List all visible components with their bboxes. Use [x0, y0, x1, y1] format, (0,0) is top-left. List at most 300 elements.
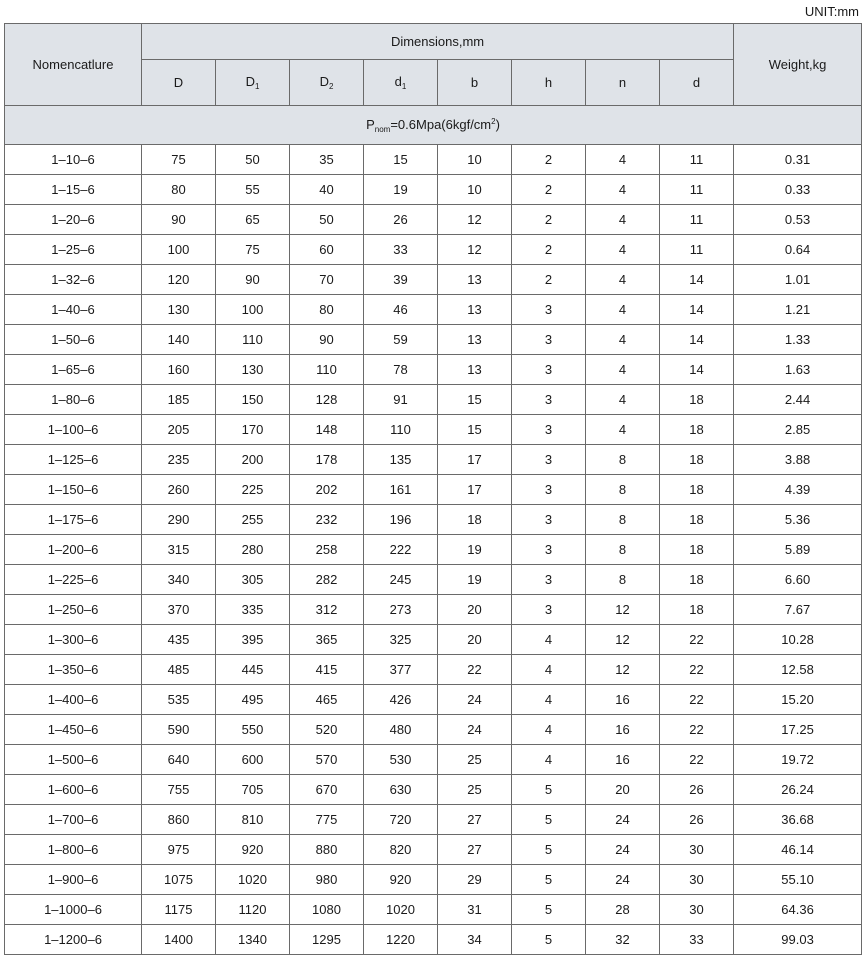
dimension-cell: 14 [660, 355, 734, 385]
weight-cell: 3.88 [734, 445, 862, 475]
weight-cell: 2.85 [734, 415, 862, 445]
dimension-cell: 12 [586, 655, 660, 685]
dimension-cell: 11 [660, 235, 734, 265]
weight-cell: 0.53 [734, 205, 862, 235]
dimension-cell: 150 [216, 385, 290, 415]
weight-cell: 55.10 [734, 865, 862, 895]
dimension-cell: 1020 [364, 895, 438, 925]
dimension-cell: 570 [290, 745, 364, 775]
dimension-cell: 90 [290, 325, 364, 355]
column-header [364, 60, 438, 106]
weight-cell: 64.36 [734, 895, 862, 925]
dimension-cell: 24 [438, 715, 512, 745]
dimension-cell: 16 [586, 685, 660, 715]
dimension-cell: 14 [660, 295, 734, 325]
dimension-cell: 100 [216, 295, 290, 325]
dimension-cell: 18 [438, 505, 512, 535]
dimension-cell: 178 [290, 445, 364, 475]
dimension-cell: 30 [660, 835, 734, 865]
dimension-cell: 255 [216, 505, 290, 535]
dimension-cell: 3 [512, 295, 586, 325]
table-row [5, 625, 862, 655]
dimension-cell: 12 [586, 625, 660, 655]
dimension-cell: 1075 [142, 865, 216, 895]
dimension-cell: 340 [142, 565, 216, 595]
table-row [5, 205, 862, 235]
dimension-cell: 110 [364, 415, 438, 445]
dimension-cell: 258 [290, 535, 364, 565]
table-row [5, 355, 862, 385]
dimension-cell: 90 [142, 205, 216, 235]
column-header-symbol: D [245, 74, 255, 89]
nomenclature-cell: 1–900–6 [5, 865, 142, 895]
column-header [586, 60, 660, 106]
dimension-cell: 485 [142, 655, 216, 685]
dimension-cell: 110 [216, 325, 290, 355]
table-row [5, 445, 862, 475]
dimension-cell: 315 [142, 535, 216, 565]
dimension-cell: 18 [660, 535, 734, 565]
dimension-cell: 630 [364, 775, 438, 805]
dimension-cell: 4 [512, 715, 586, 745]
dimension-cell: 1020 [216, 865, 290, 895]
table-row [5, 865, 862, 895]
dimension-cell: 1340 [216, 925, 290, 955]
table-row [5, 655, 862, 685]
dimension-cell: 222 [364, 535, 438, 565]
dimension-cell: 8 [586, 475, 660, 505]
dimension-cell: 33 [364, 235, 438, 265]
weight-cell: 6.60 [734, 565, 862, 595]
table-row [5, 505, 862, 535]
nomenclature-cell: 1–250–6 [5, 595, 142, 625]
nomenclature-cell: 1–65–6 [5, 355, 142, 385]
pressure-subscript: nom [374, 124, 391, 134]
table-row [5, 805, 862, 835]
table-row [5, 895, 862, 925]
dimension-cell: 1175 [142, 895, 216, 925]
table-row [5, 835, 862, 865]
table-row [5, 535, 862, 565]
dimension-cell: 1295 [290, 925, 364, 955]
table-row [5, 685, 862, 715]
dimension-cell: 8 [586, 445, 660, 475]
dimension-cell: 2 [512, 145, 586, 175]
dimension-cell: 22 [660, 715, 734, 745]
dimension-cell: 2 [512, 175, 586, 205]
nomenclature-cell: 1–50–6 [5, 325, 142, 355]
dimension-cell: 24 [586, 835, 660, 865]
dimension-cell: 19 [438, 565, 512, 595]
pressure-close: ) [495, 116, 500, 132]
dimension-cell: 70 [290, 265, 364, 295]
dimension-cell: 170 [216, 415, 290, 445]
table-row [5, 235, 862, 265]
dimensions-header: Dimensions,mm [142, 24, 734, 60]
dimension-cell: 25 [438, 775, 512, 805]
dimension-cell: 755 [142, 775, 216, 805]
nomenclature-header: Nomencatlure [5, 24, 142, 106]
dimension-cell: 3 [512, 475, 586, 505]
dimension-cell: 110 [290, 355, 364, 385]
weight-cell: 1.63 [734, 355, 862, 385]
column-header [216, 60, 290, 106]
dimension-cell: 75 [142, 145, 216, 175]
pressure-superscript: 2 [491, 116, 496, 126]
dimension-cell: 4 [586, 175, 660, 205]
dimension-cell: 860 [142, 805, 216, 835]
nomenclature-cell: 1–20–6 [5, 205, 142, 235]
pressure-cell [5, 106, 862, 145]
dimension-cell: 4 [586, 355, 660, 385]
column-header-symbol: D [319, 74, 329, 89]
weight-cell: 1.21 [734, 295, 862, 325]
dimension-cell: 5 [512, 865, 586, 895]
dimension-cell: 415 [290, 655, 364, 685]
column-header [660, 60, 734, 106]
dimension-cell: 202 [290, 475, 364, 505]
table-row [5, 565, 862, 595]
nomenclature-cell: 1–350–6 [5, 655, 142, 685]
dimension-cell: 20 [438, 595, 512, 625]
dimension-cell: 325 [364, 625, 438, 655]
dimension-cell: 370 [142, 595, 216, 625]
dimension-cell: 24 [586, 805, 660, 835]
dimension-cell: 19 [438, 535, 512, 565]
weight-cell: 26.24 [734, 775, 862, 805]
weight-cell: 2.44 [734, 385, 862, 415]
dimension-cell: 4 [586, 145, 660, 175]
nomenclature-cell: 1–450–6 [5, 715, 142, 745]
dimension-cell: 282 [290, 565, 364, 595]
dimension-cell: 30 [660, 895, 734, 925]
nomenclature-cell: 1–300–6 [5, 625, 142, 655]
table-row [5, 295, 862, 325]
dimension-cell: 4 [586, 325, 660, 355]
dimension-cell: 15 [438, 385, 512, 415]
dimension-cell: 22 [660, 625, 734, 655]
dimension-cell: 11 [660, 175, 734, 205]
dimension-cell: 28 [586, 895, 660, 925]
dimension-cell: 3 [512, 325, 586, 355]
dimension-cell: 305 [216, 565, 290, 595]
dimension-cell: 59 [364, 325, 438, 355]
dimension-cell: 32 [586, 925, 660, 955]
column-header [290, 60, 364, 106]
weight-header: Weight,kg [734, 24, 862, 106]
dimension-cell: 80 [142, 175, 216, 205]
weight-cell: 0.31 [734, 145, 862, 175]
nomenclature-cell: 1–200–6 [5, 535, 142, 565]
dimension-cell: 1220 [364, 925, 438, 955]
pressure-value: =0.6Mpa(6kgf/cm [390, 116, 492, 132]
dimension-cell: 705 [216, 775, 290, 805]
column-header-symbol: b [470, 75, 479, 90]
dimension-cell: 3 [512, 595, 586, 625]
dimension-cell: 5 [512, 925, 586, 955]
dimension-cell: 18 [660, 475, 734, 505]
dimension-cell: 39 [364, 265, 438, 295]
dimension-cell: 365 [290, 625, 364, 655]
dimension-cell: 4 [586, 415, 660, 445]
dimension-cell: 12 [586, 595, 660, 625]
dimension-cell: 12 [438, 205, 512, 235]
nomenclature-cell: 1–32–6 [5, 265, 142, 295]
dimension-cell: 140 [142, 325, 216, 355]
dimension-cell: 5 [512, 775, 586, 805]
dimension-cell: 90 [216, 265, 290, 295]
dimension-cell: 530 [364, 745, 438, 775]
dimension-cell: 22 [438, 655, 512, 685]
table-row [5, 175, 862, 205]
nomenclature-cell: 1–150–6 [5, 475, 142, 505]
dimension-cell: 120 [142, 265, 216, 295]
dimension-cell: 80 [290, 295, 364, 325]
dimension-cell: 975 [142, 835, 216, 865]
weight-cell: 0.64 [734, 235, 862, 265]
dimension-cell: 880 [290, 835, 364, 865]
dimension-cell: 8 [586, 535, 660, 565]
nomenclature-cell: 1–800–6 [5, 835, 142, 865]
dimension-cell: 16 [586, 715, 660, 745]
dimension-cell: 980 [290, 865, 364, 895]
dimension-cell: 18 [660, 385, 734, 415]
dimension-cell: 22 [660, 655, 734, 685]
nomenclature-cell: 1–40–6 [5, 295, 142, 325]
dimension-cell: 25 [438, 745, 512, 775]
dimension-cell: 18 [660, 595, 734, 625]
dimension-cell: 495 [216, 685, 290, 715]
nomenclature-cell: 1–125–6 [5, 445, 142, 475]
dimension-cell: 4 [586, 295, 660, 325]
dimension-cell: 3 [512, 385, 586, 415]
dimension-cell: 29 [438, 865, 512, 895]
column-header-symbol: d [692, 75, 701, 90]
dimension-cell: 20 [586, 775, 660, 805]
dimension-cell: 30 [660, 865, 734, 895]
dimension-cell: 2 [512, 265, 586, 295]
weight-cell: 1.01 [734, 265, 862, 295]
nomenclature-cell: 1–700–6 [5, 805, 142, 835]
dimension-cell: 55 [216, 175, 290, 205]
weight-cell: 19.72 [734, 745, 862, 775]
dimension-cell: 35 [290, 145, 364, 175]
dimension-cell: 4 [586, 265, 660, 295]
dimension-cell: 205 [142, 415, 216, 445]
dimension-cell: 810 [216, 805, 290, 835]
dimension-cell: 50 [290, 205, 364, 235]
dimension-cell: 31 [438, 895, 512, 925]
dimension-cell: 148 [290, 415, 364, 445]
pressure-row [5, 106, 862, 145]
column-header-subscript: 2 [328, 82, 334, 91]
dimension-cell: 4 [512, 625, 586, 655]
dimension-cell: 14 [660, 325, 734, 355]
dimension-cell: 15 [438, 415, 512, 445]
dimension-cell: 445 [216, 655, 290, 685]
dimension-cell: 40 [290, 175, 364, 205]
dimension-cell: 13 [438, 265, 512, 295]
dimension-cell: 91 [364, 385, 438, 415]
nomenclature-cell: 1–10–6 [5, 145, 142, 175]
nomenclature-cell: 1–25–6 [5, 235, 142, 265]
dimension-cell: 235 [142, 445, 216, 475]
dimension-cell: 280 [216, 535, 290, 565]
dimension-cell: 3 [512, 355, 586, 385]
dimension-cell: 775 [290, 805, 364, 835]
dimension-cell: 225 [216, 475, 290, 505]
dimension-cell: 3 [512, 415, 586, 445]
weight-cell: 15.20 [734, 685, 862, 715]
dimension-cell: 26 [364, 205, 438, 235]
nomenclature-cell: 1–225–6 [5, 565, 142, 595]
table-row [5, 925, 862, 955]
dimension-cell: 22 [660, 685, 734, 715]
dimension-cell: 550 [216, 715, 290, 745]
column-header-subscript: 1 [401, 82, 407, 91]
weight-cell: 46.14 [734, 835, 862, 865]
dimension-cell: 5 [512, 895, 586, 925]
table-row [5, 145, 862, 175]
dimension-cell: 10 [438, 145, 512, 175]
dimension-cell: 3 [512, 535, 586, 565]
dimension-cell: 17 [438, 475, 512, 505]
dimension-cell: 590 [142, 715, 216, 745]
weight-cell: 17.25 [734, 715, 862, 745]
dimension-cell: 130 [142, 295, 216, 325]
dimension-cell: 670 [290, 775, 364, 805]
dimension-cell: 335 [216, 595, 290, 625]
dimension-cell: 78 [364, 355, 438, 385]
dimension-cell: 18 [660, 445, 734, 475]
weight-cell: 1.33 [734, 325, 862, 355]
nomenclature-cell: 1–100–6 [5, 415, 142, 445]
dimension-cell: 19 [364, 175, 438, 205]
dimension-cell: 3 [512, 445, 586, 475]
dimension-cell: 312 [290, 595, 364, 625]
weight-cell: 7.67 [734, 595, 862, 625]
dimension-cell: 65 [216, 205, 290, 235]
dimension-cell: 920 [216, 835, 290, 865]
table-row [5, 415, 862, 445]
dimension-cell: 273 [364, 595, 438, 625]
dimension-cell: 600 [216, 745, 290, 775]
column-header-symbol: n [618, 75, 627, 90]
dimension-cell: 11 [660, 145, 734, 175]
dimension-cell: 161 [364, 475, 438, 505]
dimension-cell: 920 [364, 865, 438, 895]
dimension-cell: 4 [512, 655, 586, 685]
dimension-cell: 128 [290, 385, 364, 415]
dimension-cell: 480 [364, 715, 438, 745]
column-header-symbol: h [544, 75, 553, 90]
table-row [5, 775, 862, 805]
dimension-cell: 100 [142, 235, 216, 265]
nomenclature-cell: 1–600–6 [5, 775, 142, 805]
dimension-cell: 18 [660, 505, 734, 535]
dimension-cell: 16 [586, 745, 660, 775]
dimension-cell: 5 [512, 805, 586, 835]
dimension-cell: 260 [142, 475, 216, 505]
dimension-cell: 26 [660, 805, 734, 835]
dimension-cell: 8 [586, 505, 660, 535]
dimension-cell: 4 [512, 745, 586, 775]
dimension-cell: 196 [364, 505, 438, 535]
dimension-cell: 160 [142, 355, 216, 385]
dimension-cell: 520 [290, 715, 364, 745]
dimension-cell: 27 [438, 805, 512, 835]
dimension-cell: 60 [290, 235, 364, 265]
unit-label: UNIT:mm [804, 4, 859, 19]
dimension-cell: 10 [438, 175, 512, 205]
dimension-cell: 4 [586, 385, 660, 415]
nomenclature-cell: 1–1000–6 [5, 895, 142, 925]
dimension-cell: 33 [660, 925, 734, 955]
dimension-cell: 185 [142, 385, 216, 415]
column-header [512, 60, 586, 106]
dimension-cell: 535 [142, 685, 216, 715]
weight-cell: 12.58 [734, 655, 862, 685]
dimension-cell: 4 [586, 235, 660, 265]
weight-cell: 5.36 [734, 505, 862, 535]
dimension-cell: 18 [660, 565, 734, 595]
column-header-subscript: 1 [254, 82, 260, 91]
dimension-cell: 465 [290, 685, 364, 715]
dimension-cell: 13 [438, 355, 512, 385]
dimension-cell: 135 [364, 445, 438, 475]
column-header [438, 60, 512, 106]
dimension-cell: 14 [660, 265, 734, 295]
dimension-cell: 720 [364, 805, 438, 835]
dimension-cell: 34 [438, 925, 512, 955]
column-header-symbol: D [173, 75, 184, 90]
dimension-cell: 1400 [142, 925, 216, 955]
weight-cell: 5.89 [734, 535, 862, 565]
pressure-symbol: P [366, 116, 375, 132]
dimensions-table [4, 23, 862, 955]
dimension-cell: 435 [142, 625, 216, 655]
dimension-cell: 13 [438, 295, 512, 325]
dimension-cell: 75 [216, 235, 290, 265]
dimension-cell: 46 [364, 295, 438, 325]
nomenclature-cell: 1–400–6 [5, 685, 142, 715]
dimension-cell: 5 [512, 835, 586, 865]
table-row [5, 745, 862, 775]
dimension-cell: 11 [660, 205, 734, 235]
dimension-cell: 395 [216, 625, 290, 655]
dimension-cell: 130 [216, 355, 290, 385]
dimension-cell: 232 [290, 505, 364, 535]
dimension-cell: 290 [142, 505, 216, 535]
dimension-cell: 13 [438, 325, 512, 355]
dimension-cell: 640 [142, 745, 216, 775]
column-header [142, 60, 216, 106]
table-row [5, 715, 862, 745]
dimension-cell: 17 [438, 445, 512, 475]
nomenclature-cell: 1–175–6 [5, 505, 142, 535]
table-row [5, 325, 862, 355]
dimension-cell: 820 [364, 835, 438, 865]
nomenclature-cell: 1–1200–6 [5, 925, 142, 955]
column-header-symbol: d [394, 74, 402, 89]
dimension-cell: 24 [438, 685, 512, 715]
dimension-cell: 1120 [216, 895, 290, 925]
table-row [5, 385, 862, 415]
weight-cell: 4.39 [734, 475, 862, 505]
dimension-cell: 200 [216, 445, 290, 475]
dimension-cell: 26 [660, 775, 734, 805]
dimension-cell: 3 [512, 505, 586, 535]
